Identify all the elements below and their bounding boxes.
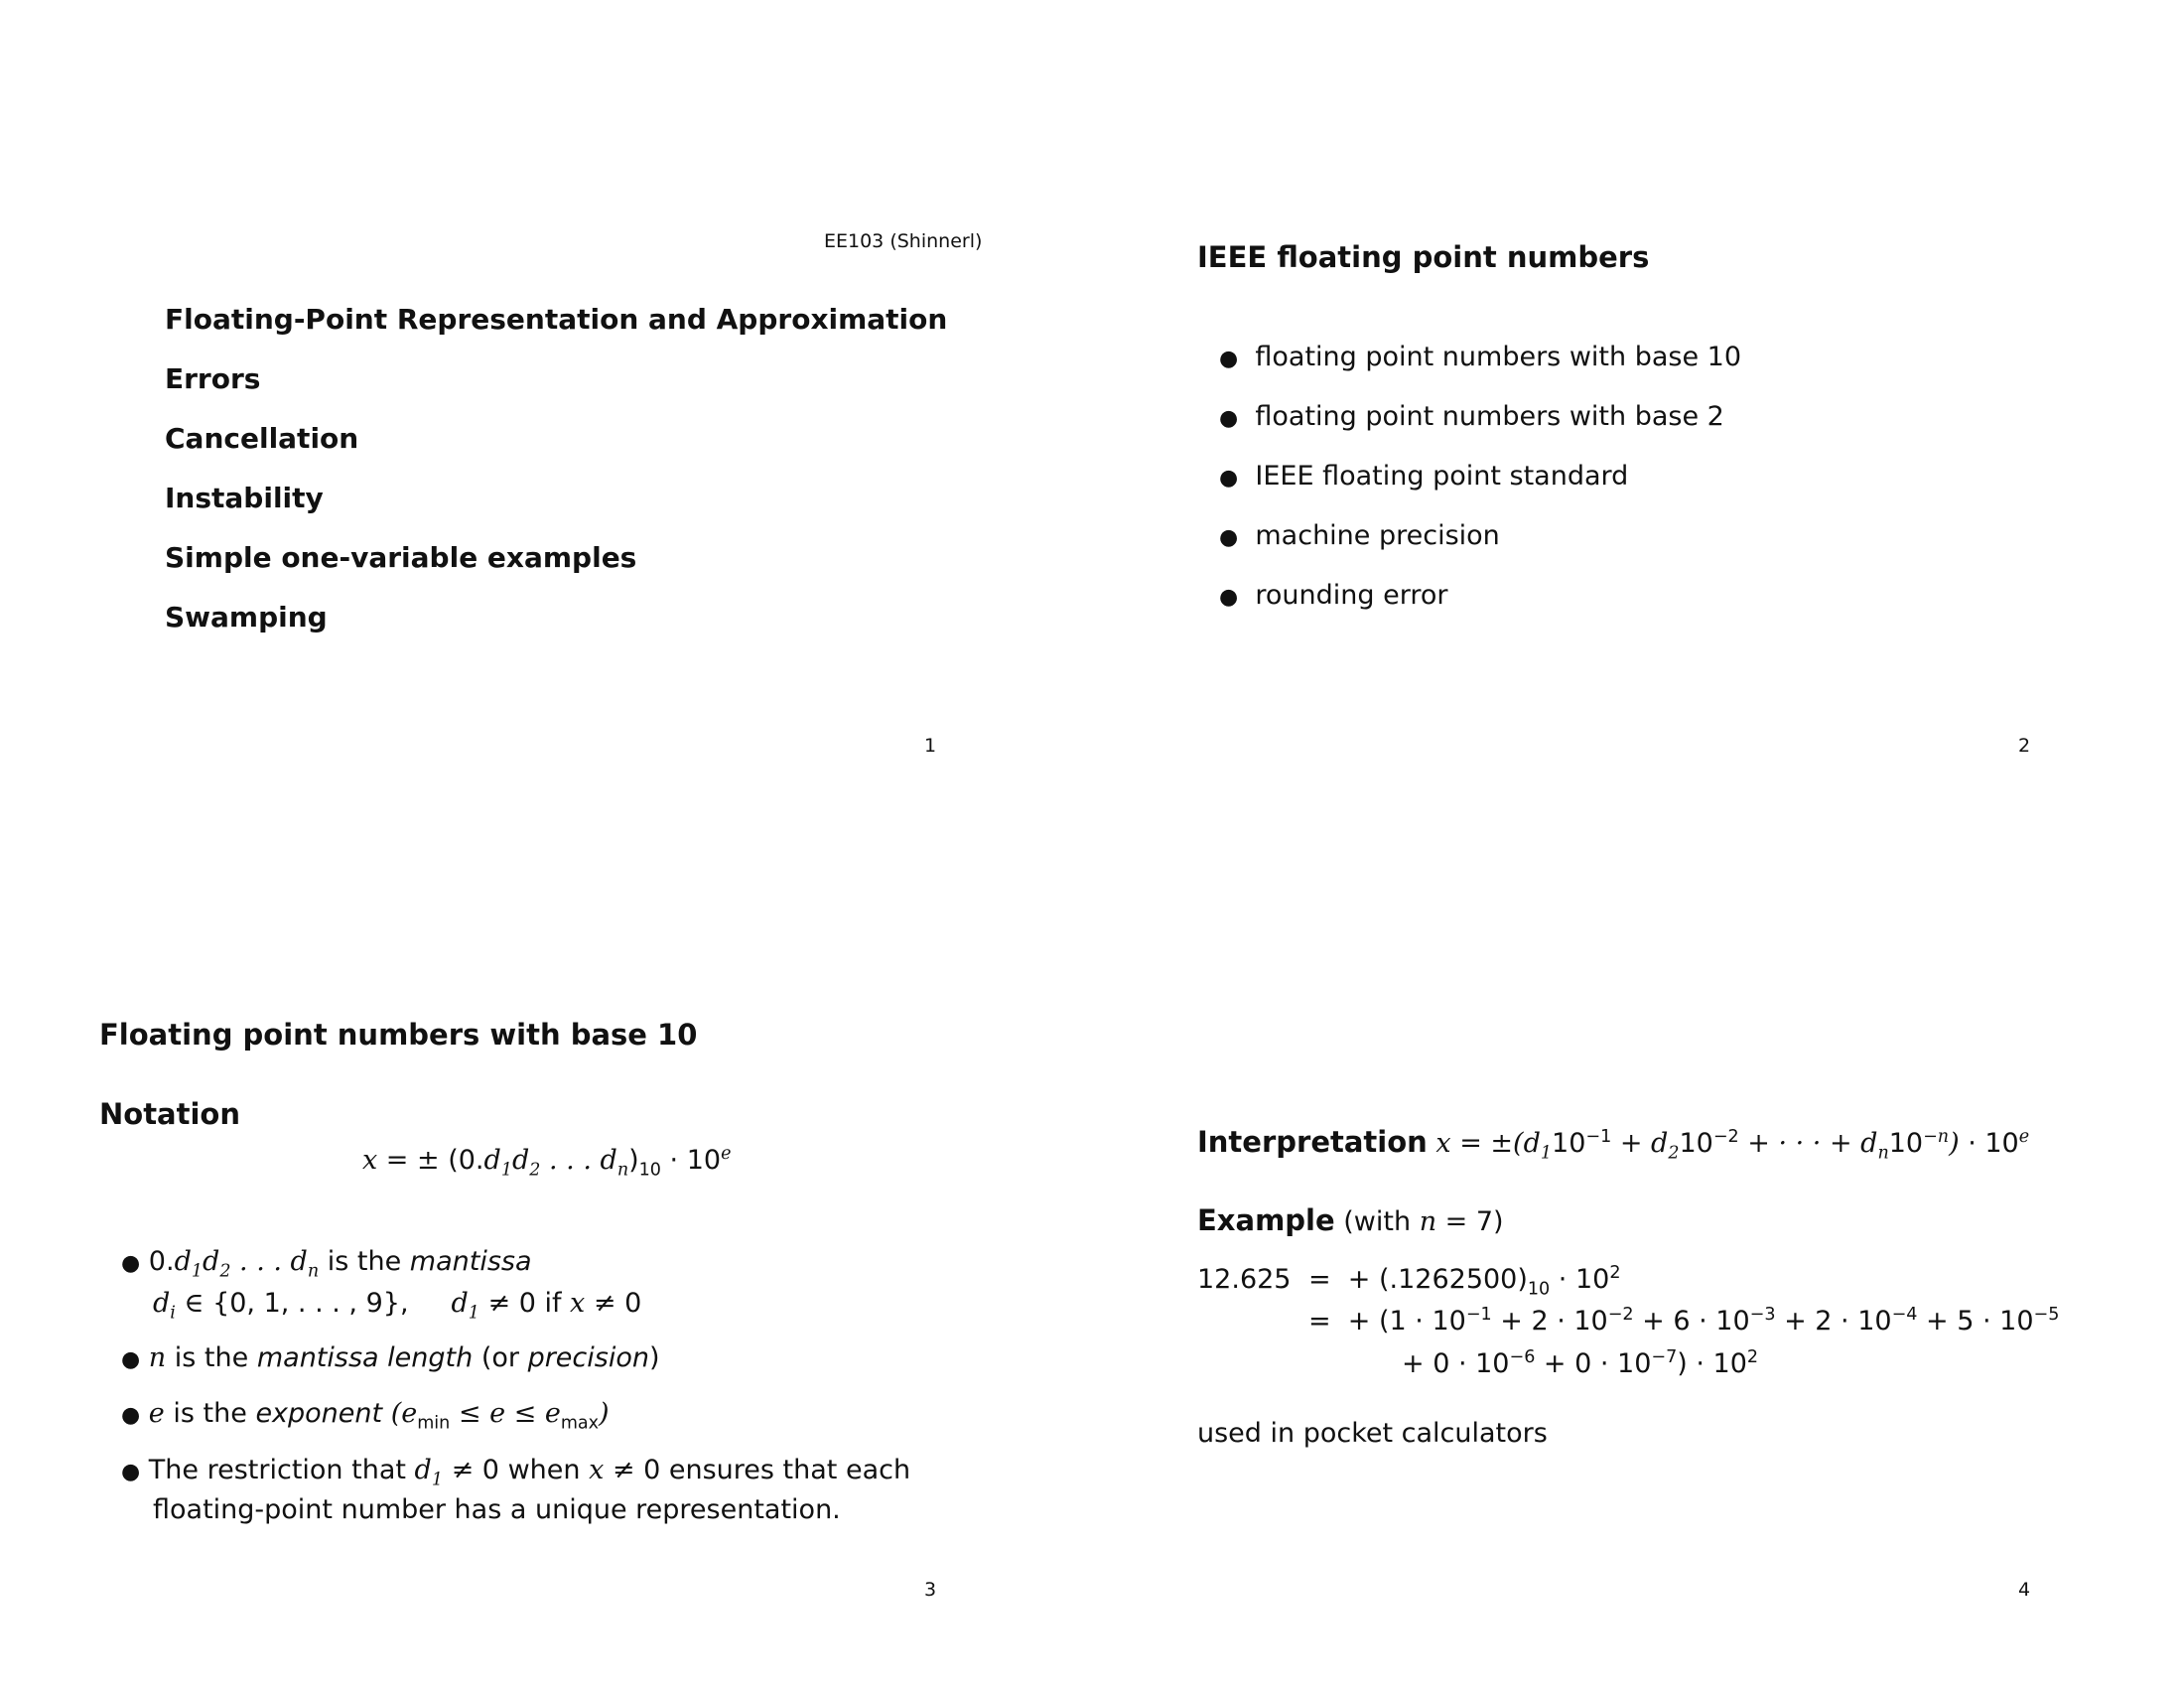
bullet-icon: ● — [1219, 406, 1239, 431]
topic-2: Errors — [165, 362, 261, 395]
equation-row-3: + $0 \cdot 10^{-6} + 0 \cdot 10^{-7}) \cdot 10^2$ — [1402, 1347, 1759, 1379]
page-number: 4 — [2018, 1579, 2031, 1601]
bullet-icon: ● — [1219, 347, 1239, 371]
page-number: 3 — [924, 1579, 937, 1601]
slide-4 — [1092, 844, 2184, 1688]
page-number: 2 — [2018, 735, 2031, 757]
notation-formula: x = ± ($0.d_1d_2$ . . . $d_n)_{10} \cdot 10^e$ — [362, 1144, 732, 1181]
bullet-item: ● floating point numbers with base 10 — [1219, 342, 1742, 372]
restriction-line-2: floating-point number has a unique representation. — [153, 1494, 841, 1525]
topic-6: Swamping — [165, 601, 328, 633]
bullet-item: ● e is the exponent $(e_{min} \le e \le e_{max})$ — [121, 1398, 610, 1434]
equation-row-2: = + ($1 \cdot 10^{-1} + 2 \cdot 10^{-2} + 6 \cdot 10^{-3} + 2 \cdot 10^{-4} + 5 \cdot 10^{-5}$ — [1308, 1305, 2060, 1336]
example-value: 12.625 — [1197, 1264, 1292, 1295]
bullet-item: ● n is the mantissa length (or precision) — [121, 1342, 660, 1373]
bullet-icon: ● — [1219, 585, 1239, 610]
bullet-item: ● machine precision — [1219, 520, 1500, 551]
bullet-item: ● IEEE floating point standard — [1219, 461, 1629, 492]
bullet-icon: ● — [121, 1251, 141, 1276]
slide-title: Floating point numbers with base 10 — [99, 1018, 698, 1052]
course-header: EE103 (Shinnerl) — [824, 230, 983, 252]
bullet-icon: ● — [121, 1403, 141, 1428]
bullet-item: ● rounding error — [1219, 580, 1448, 611]
example-line: Example (with n = 7) — [1197, 1203, 1504, 1237]
topic-4: Instability — [165, 482, 324, 514]
topic-3: Cancellation — [165, 422, 359, 455]
digit-range-formula: $d_i$ ∈ {0, 1, . . . , 9}, $d_1 \ne 0$ if x ≠ 0 — [153, 1288, 642, 1324]
notation-label: Notation — [99, 1097, 240, 1131]
topic-5: Simple one-variable examples — [165, 541, 637, 574]
equation-row-1: = + $(.1262500)_{10} \cdot 10^2$ — [1308, 1263, 1621, 1300]
bullet-item: ● floating point numbers with base 2 — [1219, 401, 1724, 432]
topic-1: Floating-Point Representation and Approximation — [165, 303, 948, 336]
interpretation-line: Interpretation $x = \pm(d_110^{-1} + d_210^{-2}$ + · · · + $d_n10^{-n}) \cdot 10^e$ — [1197, 1125, 2030, 1164]
slide-2 — [1092, 0, 2184, 844]
bullet-icon: ● — [121, 1460, 141, 1484]
slide-1 — [0, 0, 1092, 844]
page-number: 1 — [924, 735, 937, 757]
bullet-icon: ● — [1219, 525, 1239, 550]
bullet-item: ● $0.d_1d_2$ . . . $d_n$ is the mantissa — [121, 1246, 532, 1282]
bullet-item: ● The restriction that $d_1 \ne 0$ when x ≠ 0 ensures that each — [121, 1455, 911, 1490]
bullet-icon: ● — [121, 1347, 141, 1372]
slide-3 — [0, 844, 1092, 1688]
bullet-icon: ● — [1219, 466, 1239, 491]
slide-title: IEEE floating point numbers — [1197, 240, 1650, 274]
footer-text: used in pocket calculators — [1197, 1418, 1548, 1449]
